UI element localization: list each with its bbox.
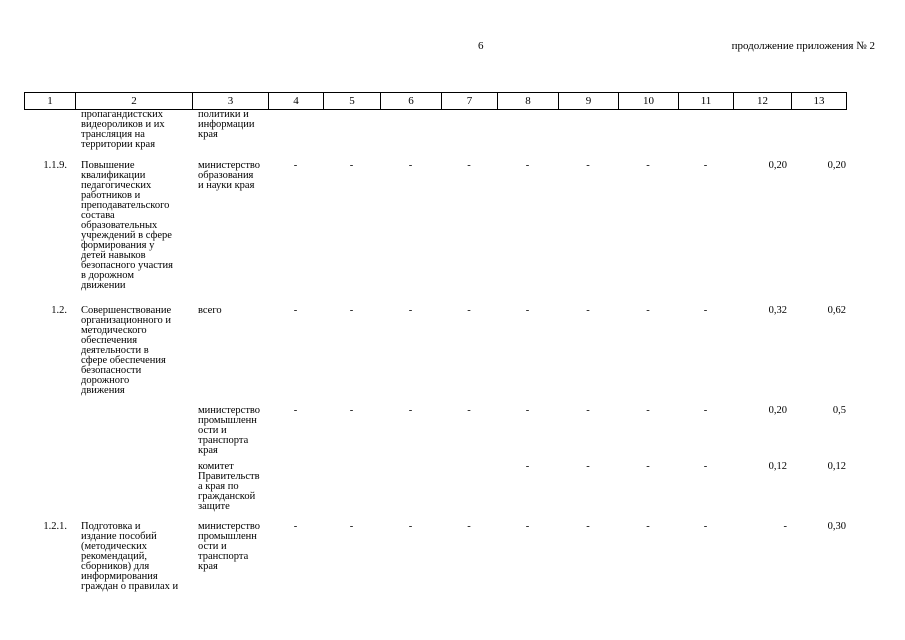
- column-header: 4: [269, 93, 324, 110]
- value-cell: [380, 110, 441, 154]
- value-cell: -: [586, 405, 590, 416]
- table-row: [24, 110, 846, 154]
- value-cell: 0,5: [832, 405, 846, 416]
- value-cell: 0,32: [768, 305, 787, 316]
- executor: комитет Правительств а края по гражданской защите: [198, 461, 260, 512]
- value-cell: [268, 110, 323, 154]
- value-cell: [678, 110, 733, 154]
- value-cell: -: [703, 521, 708, 532]
- column-header: 2: [76, 93, 193, 110]
- value-cell: -: [525, 305, 530, 316]
- value-cell: -: [525, 461, 530, 472]
- value-cell: -: [525, 521, 530, 532]
- row-number: [24, 110, 75, 154]
- activity-name: Повышение квалификации педагогических работников и преподавательского состава образовательных учреждений в сфере формирования у детей навыков безопасного участия в дорожном движении: [81, 160, 173, 291]
- value-cell: [497, 110, 558, 154]
- column-header: 9: [559, 93, 619, 110]
- value-cell: 0,12: [768, 461, 787, 472]
- column-header: 10: [619, 93, 679, 110]
- value-cell: -: [408, 405, 413, 416]
- executor: всего: [198, 305, 222, 316]
- value-cell: -: [467, 521, 471, 532]
- table-row: [24, 301, 846, 406]
- column-header: 11: [679, 93, 734, 110]
- value-cell: 0,20: [768, 405, 787, 416]
- value-cell: -: [408, 305, 413, 316]
- column-header: 6: [381, 93, 442, 110]
- value-cell: -: [646, 461, 650, 472]
- page-number: 6: [478, 40, 484, 52]
- value-cell: -: [783, 521, 787, 532]
- header-row: [25, 93, 847, 110]
- value-cell: [380, 462, 441, 522]
- activity-name: [75, 462, 192, 522]
- value-cell: -: [646, 160, 650, 171]
- executor: политики и информации края: [198, 109, 255, 140]
- appendix-note: продолжение приложения № 2: [731, 40, 875, 52]
- value-cell: 0,62: [827, 305, 846, 316]
- row-number: 1.1.9.: [43, 160, 67, 171]
- column-header: 7: [442, 93, 498, 110]
- value-cell: 0,20: [768, 160, 787, 171]
- value-cell: [441, 110, 497, 154]
- value-cell: -: [586, 305, 590, 316]
- value-cell: -: [703, 405, 708, 416]
- value-cell: [618, 110, 678, 154]
- value-cell: [323, 110, 380, 154]
- column-header: 8: [498, 93, 559, 110]
- table-row: [24, 522, 846, 602]
- value-cell: [268, 462, 323, 522]
- executor: министерство промышленн ости и транспорта края: [198, 405, 261, 456]
- value-cell: -: [703, 461, 708, 472]
- value-cell: -: [586, 521, 590, 532]
- value-cell: -: [349, 405, 354, 416]
- activity-name: Совершенствование организационного и методического обеспечения деятельности в сфере обеспечения безопасности дорожного движения: [81, 305, 172, 396]
- row-number: [24, 406, 75, 462]
- value-cell: -: [646, 521, 650, 532]
- value-cell: -: [467, 405, 471, 416]
- value-cell: [791, 110, 846, 154]
- row-number: 1.2.: [51, 305, 67, 316]
- executor: министерство образования и науки края: [198, 160, 261, 191]
- value-cell: 0,30: [827, 521, 846, 532]
- activity-name: Подготовка и издание пособий (методических рекомендаций, сборников) для информирования граждан о правилах и: [81, 521, 179, 592]
- value-cell: -: [408, 521, 413, 532]
- value-cell: [323, 462, 380, 522]
- table-row: [24, 462, 846, 522]
- value-cell: [441, 462, 497, 522]
- value-cell: -: [293, 305, 298, 316]
- value-cell: -: [293, 521, 298, 532]
- value-cell: -: [349, 521, 354, 532]
- value-cell: -: [293, 405, 298, 416]
- row-number: [24, 462, 75, 522]
- value-cell: 0,20: [827, 160, 846, 171]
- value-cell: -: [703, 305, 708, 316]
- value-cell: 0,12: [827, 461, 846, 472]
- value-cell: -: [646, 305, 650, 316]
- value-cell: -: [525, 160, 530, 171]
- column-header: 13: [792, 93, 847, 110]
- program-table: [24, 110, 846, 602]
- column-header: 1: [25, 93, 76, 110]
- table-row: [24, 154, 846, 301]
- value-cell: [558, 110, 618, 154]
- column-header: 3: [193, 93, 269, 110]
- table-row: [24, 406, 846, 462]
- value-cell: [733, 110, 791, 154]
- value-cell: -: [586, 160, 590, 171]
- value-cell: -: [467, 160, 471, 171]
- executor: министерство промышленн ости и транспорта края: [198, 521, 261, 572]
- activity-name: пропагандистских видеороликов и их трансляция на территории края: [81, 109, 165, 150]
- row-number: 1.2.1.: [43, 521, 67, 532]
- header-table: [24, 92, 847, 110]
- column-header: 5: [324, 93, 381, 110]
- value-cell: -: [349, 160, 354, 171]
- activity-name: [75, 406, 192, 462]
- value-cell: -: [586, 461, 590, 472]
- value-cell: -: [525, 405, 530, 416]
- value-cell: -: [467, 305, 471, 316]
- column-header: 12: [734, 93, 792, 110]
- value-cell: -: [703, 160, 708, 171]
- value-cell: -: [408, 160, 413, 171]
- value-cell: -: [293, 160, 298, 171]
- value-cell: -: [349, 305, 354, 316]
- value-cell: -: [646, 405, 650, 416]
